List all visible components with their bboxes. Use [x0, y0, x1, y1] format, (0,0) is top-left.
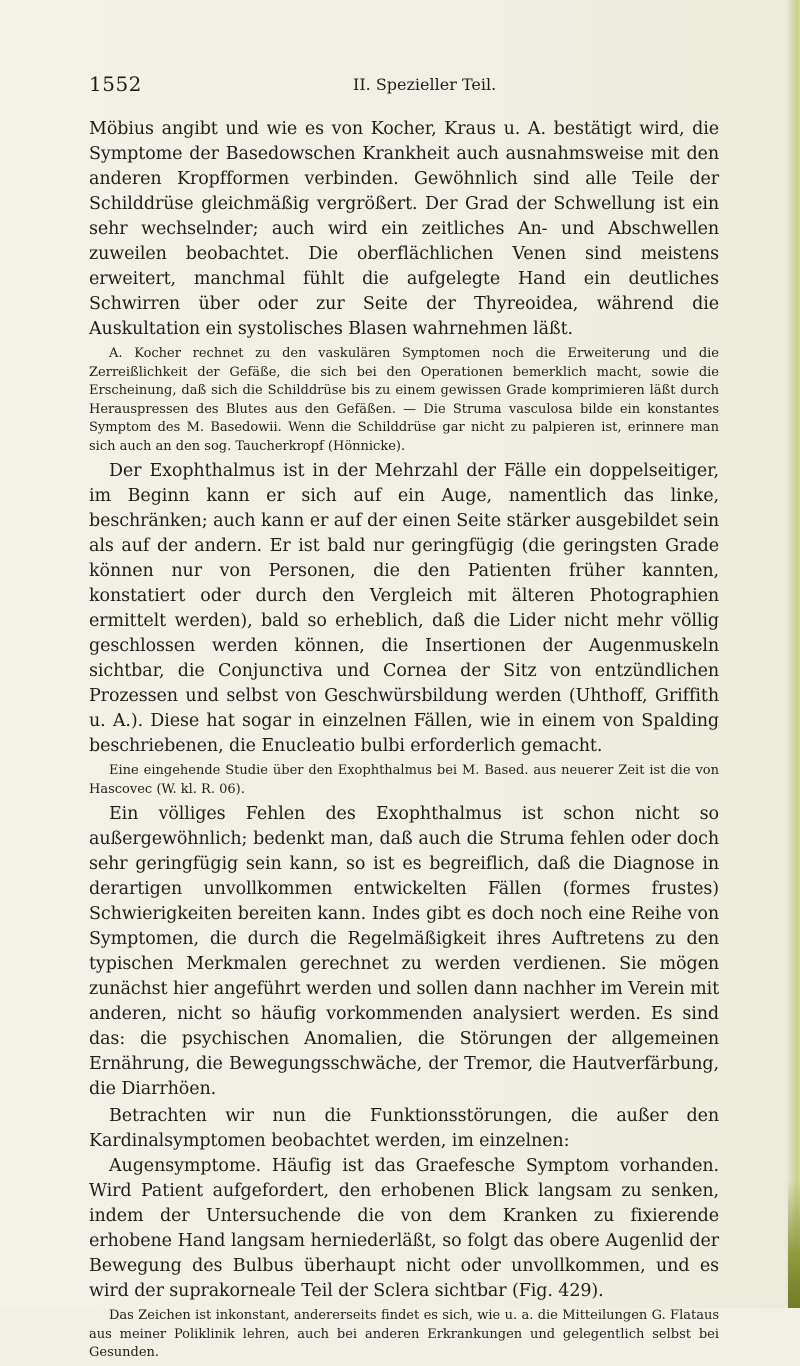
page-edge-shadow — [786, 0, 800, 1308]
running-head: II. Spezieller Teil. — [353, 75, 497, 94]
page-header — [89, 70, 719, 100]
paragraph-kropfformen: Möbius angibt und wie es von Kocher, Kraus u. A. bestätigt wird, die Symptome der Basedowschen Krankheit auch ausnahmsweise mit den anderen Kropfformen verbinden. Gewöhnlich sind alle Teile der Schilddrüse gleichmäßig vergrößert. Der Grad der Schwellung ist ein sehr wechselnder; auch wird ein zeitliches An- und Abschwellen zuweilen beobachtet. Die oberflächlichen Venen sind meistens erweitert, manchmal fühlt die aufgelegte Hand ein deutliches Schwirren über oder zur Seite der Thyreoidea, während die Auskultation ein systolisches Blasen wahrnehmen läßt. — [89, 119, 719, 339]
footnote-flatau: Das Zeichen ist inkonstant, andererseits findet es sich, wie u. a. die Mitteilungen G. Flataus aus meiner Poliklinik lehren, auch bei anderen Erkrankungen und gelegentlich selbst bei Gesunden. — [89, 1308, 719, 1360]
paragraph-funktionsstoerungen: Betrachten wir nun die Funktionsstörungen, die außer den Kardinalsymptomen beobachtet werden, im einzelnen: — [89, 1106, 719, 1151]
body-text — [89, 117, 719, 1366]
footnote-hascovec: Eine eingehende Studie über den Exophthalmus bei M. Based. aus neuerer Zeit ist die von Hascovec (W. kl. R. 06). — [89, 763, 719, 797]
paragraph-augensymptome: Augensymptome. Häufig ist das Graefesche Symptom vorhanden. Wird Patient aufgefordert, den erhobenen Blick langsam zu senken, indem der Untersuchende die von dem Kranken zu fixierende erhobene Hand langsam herniederläßt, so folgt das obere Augenlid der Bewegung des Bulbus überhaupt nicht oder unvollkommen, und es wird der suprakorneale Teil der Sclera sichtbar (Fig. 429). — [89, 1156, 719, 1301]
paragraph-fehlen-exophthalmus: Ein völliges Fehlen des Exophthalmus ist schon nicht so außergewöhnlich; bedenkt man, daß auch die Struma fehlen oder doch sehr geringfügig sein kann, so ist es begreiflich, daß die Diagnose in derartigen unvollkommen entwickelten Fällen (formes frustes) Schwierigkeiten bereiten kann. Indes gibt es doch noch eine Reihe von Symptomen, die durch die Regelmäßigkeit ihres Auftretens zu den typischen Merkmalen gerechnet zu werden verdienen. Sie mögen zunächst hier angeführt werden und sollen dann nachher im Verein mit anderen, nicht so häufig vorkommenden analysiert werden. Es sind das: die psychischen Anomalien, die Störungen der allgemeinen Ernährung, die Bewegungsschwäche, der Tremor, die Hautverfärbung, die Diarrhöen. — [89, 804, 719, 1099]
page-number: 1552 — [89, 72, 142, 96]
page-edge-dark — [788, 1180, 800, 1308]
paragraph-exophthalmus: Der Exophthalmus ist in der Mehrzahl der Fälle ein doppelseitiger, im Beginn kann er sich auf ein Auge, namentlich das linke, beschränken; auch kann er auf der einen Seite stärker ausgebildet sein als auf der andern. Er ist bald nur geringfügig (die geringsten Grade können nur von Personen, die den Patienten früher kannten, konstatiert oder durch den Vergleich mit älteren Photographien ermittelt werden), bald so erheblich, daß die Lider nicht mehr völlig geschlossen werden können, die Insertionen der Augenmuskeln sichtbar, die Conjunctiva und Cornea der Sitz von entzündlichen Prozessen und selbst von Geschwürsbildung werden (Uhthoff, Griffith u. A.). Diese hat sogar in einzelnen Fällen, wie in einem von Spalding beschriebenen, die Enucleatio bulbi erforderlich gemacht. — [89, 461, 719, 756]
footnote-kocher: A. Kocher rechnet zu den vaskulären Symptomen noch die Erweiterung und die Zerreißlichkeit der Gefäße, die sich bei den Operationen bemerklich macht, sowie die Erscheinung, daß sich die Schilddrüse bis zu einem gewissen Grade komprimieren läßt durch Herauspressen des Blutes aus den Gefäßen. — Die Struma vasculosa bilde ein konstantes Symptom des M. Basedowii. Wenn die Schilddrüse gar nicht zu palpieren ist, erinnere man sich auch an den sog. Taucherkropf (Hönnicke). — [89, 346, 719, 454]
